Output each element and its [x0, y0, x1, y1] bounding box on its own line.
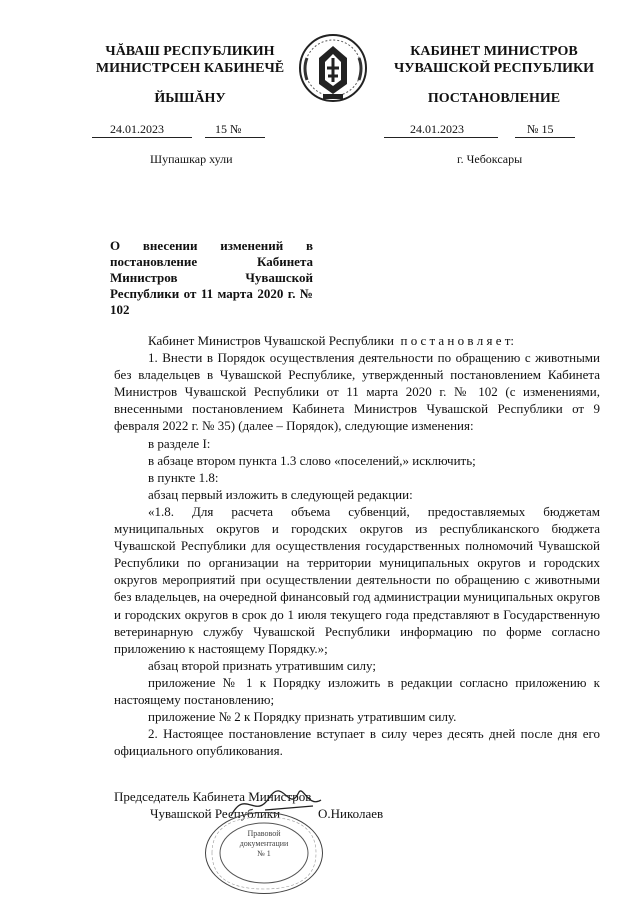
body-paragraph: 1. Внести в Порядок осуществления деятельности по обращению с животными без владельцев в Чувашской Республике, утвержденный постановлением Кабинета Министров Чувашской Республики от 11 марта 2020 г. № 102 (с изменениями, внесенными постановлением Кабинета Министров Чувашской Республики от 9 февраля 2022 г. № 35) (далее – Порядок), следующие изменения: — [114, 350, 600, 434]
stamp-inner-line-1: Правовой — [247, 829, 281, 838]
stamp-inner-text — [236, 829, 292, 859]
body-paragraph: абзац второй признать утратившим силу; — [148, 657, 376, 673]
body-paragraph: в абзаце втором пункта 1.3 слово «поселений,» исключить; — [148, 452, 476, 468]
intro-prefix: Кабинет Министров Чувашской Республики — [148, 333, 394, 348]
signature-position-line-2: Чувашской Республики — [150, 806, 281, 821]
right-city: г. Чебоксары — [457, 152, 523, 166]
stamp-inner-line-3: № 1 — [257, 849, 271, 858]
left-date-underline — [92, 137, 192, 138]
body-paragraph: «1.8. Для расчета объема субвенций, предоставляемых бюджетам муниципальных округов и городских округов из республиканского бюджета Чувашской Республики для осуществления государственных полномочий Чувашской Республики по организации на территории муниципальных округов и городских округов мероприятий при осуществлении деятельности по обращению с животными без владельцев, на очередной финансовый год администрации муниципальных округов и городских округов в срок до 1 июля текущего года представляют в Государственную ветеринарную службу Чувашской Республики информацию по форме согласно приложению к настоящему Порядку.»; — [114, 503, 600, 656]
stamp-inner-line-2: документации — [239, 839, 289, 848]
body-paragraph: в пункте 1.8: — [148, 469, 219, 485]
body-paragraph: 2. Настоящее постановление вступает в силу через десять дней после дня его официального опубликования. — [114, 726, 600, 759]
left-org-name — [80, 43, 300, 77]
right-number: № 15 — [527, 122, 554, 136]
signatory-name: О.Николаев — [318, 806, 384, 821]
coat-of-arms-emblem — [297, 28, 369, 108]
document-body — [114, 332, 600, 759]
left-number: 15 № — [215, 122, 242, 136]
right-org-line-2: ЧУВАШСКОЙ РЕСПУБЛИКИ — [393, 61, 595, 76]
body-paragraph: приложение № 2 к Порядку признать утратившим силу. — [148, 709, 457, 725]
document-title: О внесении изменений в постановление Кабинета Министров Чувашской Республики от 11 марта 2020 г. № 102 — [110, 238, 313, 317]
left-org-line-1: ЧĂВАШ РЕСПУБЛИКИН — [105, 44, 275, 59]
left-city: Шупашкар хули — [150, 152, 233, 166]
right-date: 24.01.2023 — [410, 122, 464, 136]
right-date-underline — [384, 137, 498, 138]
left-date: 24.01.2023 — [110, 122, 164, 136]
body-paragraph: абзац первый изложить в следующей редакции: — [148, 486, 413, 502]
right-doc-type: ПОСТАНОВЛЕНИЕ — [427, 91, 561, 106]
official-stamp — [205, 812, 323, 894]
intro-verb: п о с т а н о в л я е т: — [400, 333, 515, 348]
left-doc-type: ЙЫШĂНУ — [154, 91, 226, 106]
right-org-line-1: КАБИНЕТ МИНИСТРОВ — [410, 44, 578, 59]
right-org-name — [384, 43, 604, 77]
signature-position-line-1: Председатель Кабинета Министров — [114, 789, 312, 804]
body-paragraph: приложение № 1 к Порядку изложить в редакции согласно приложению к настоящему постановлению; — [114, 674, 600, 707]
right-number-underline — [515, 137, 575, 138]
body-paragraph: в разделе I: — [148, 435, 211, 451]
intro-line — [114, 332, 600, 349]
left-org-line-2: МИНИСТРСЕН КАБИНЕЧĔ — [95, 61, 285, 76]
left-number-underline — [205, 137, 265, 138]
